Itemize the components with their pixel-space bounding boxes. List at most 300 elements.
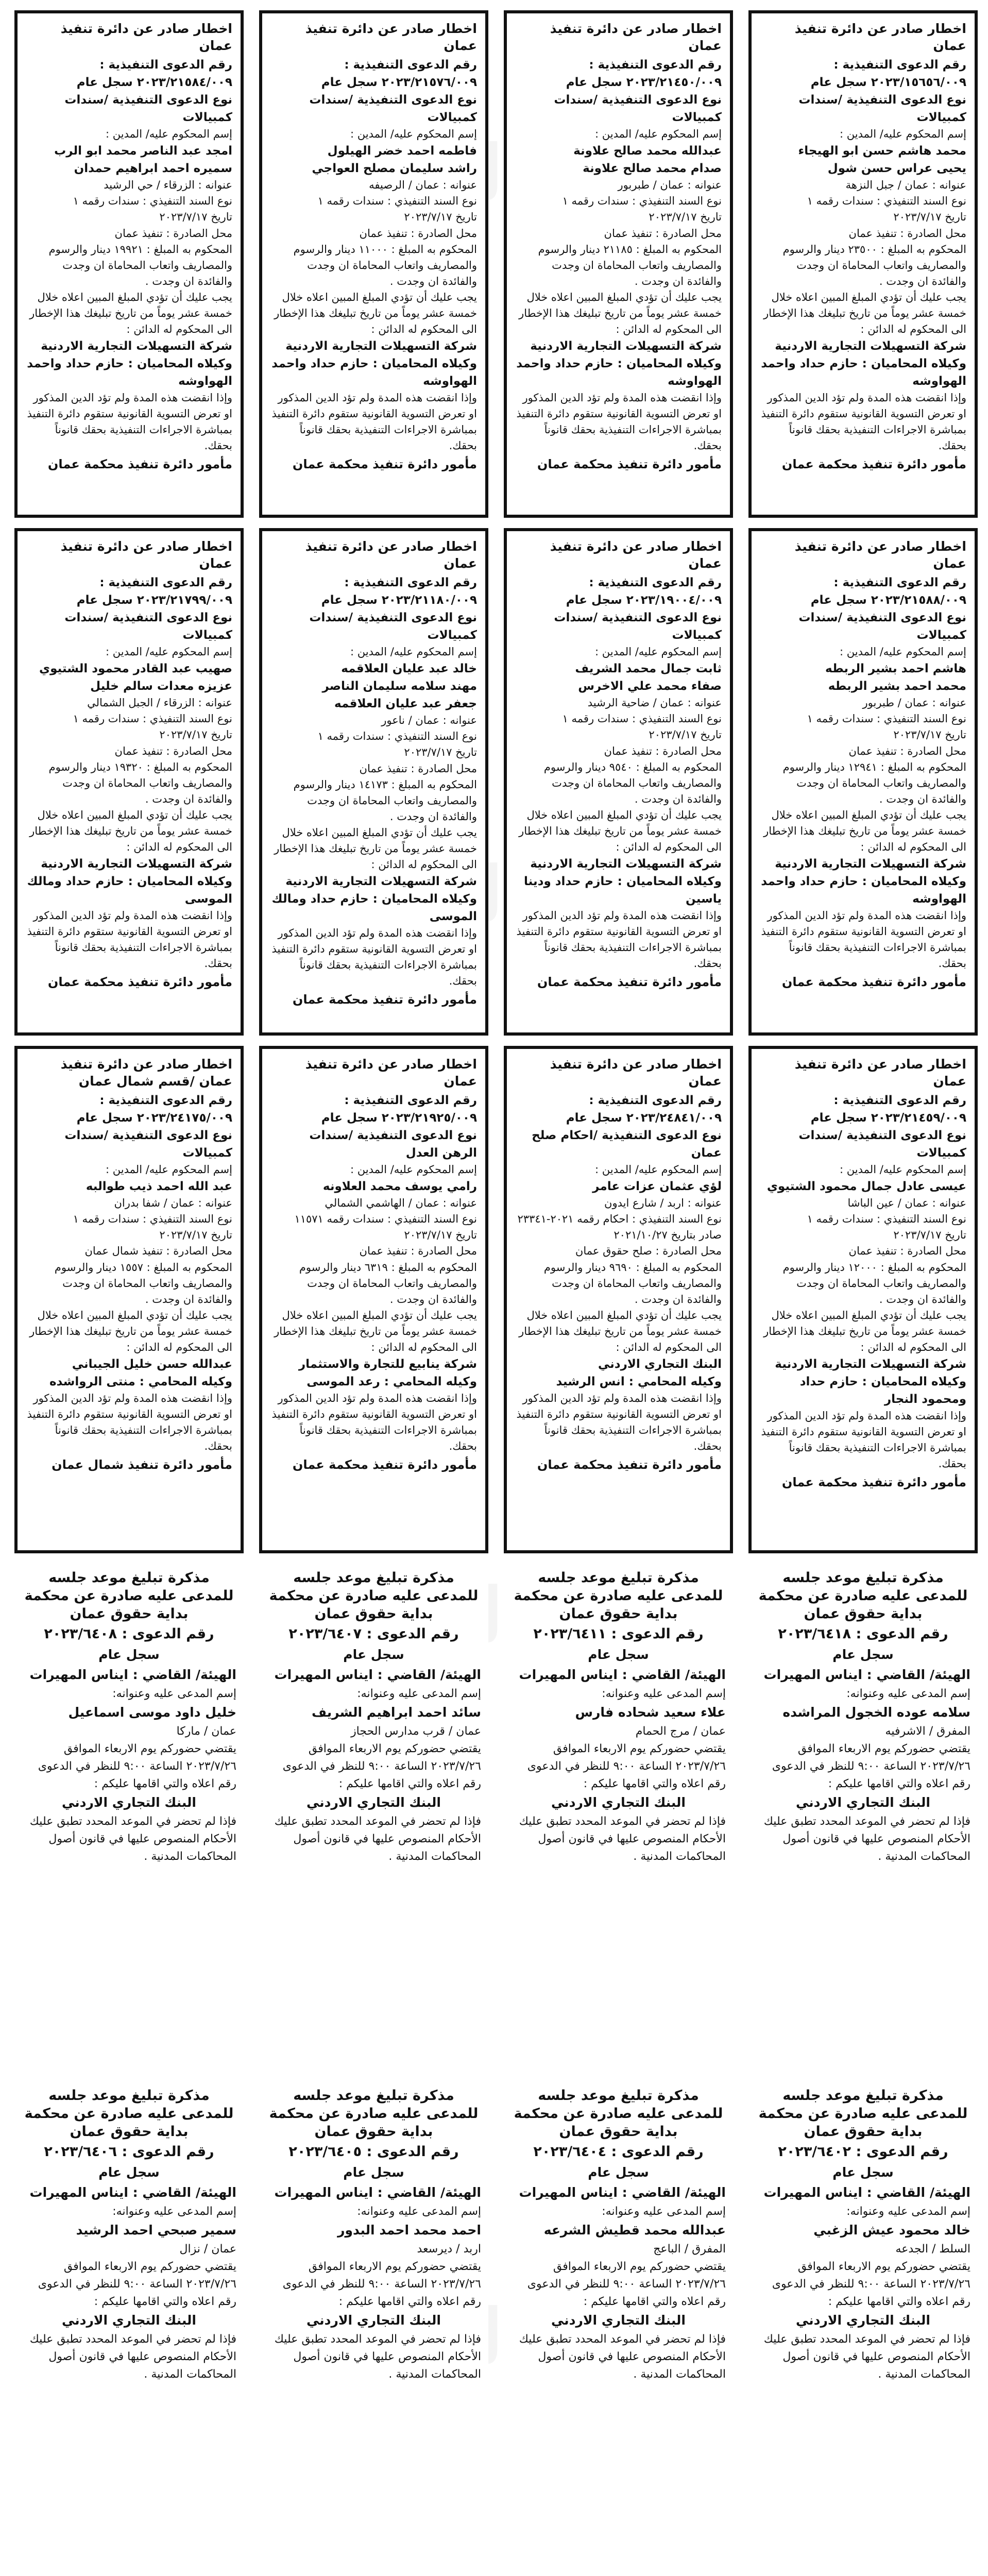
hearing-notice bbox=[748, 1564, 978, 2071]
defendant-label: إسم المدعى عليه وعنوانه: bbox=[602, 1687, 726, 1700]
instrument: نوع السند التنفيذي : سندات رقمه ١ bbox=[807, 1213, 966, 1226]
debtor-name: يحيى عراس حسن شول bbox=[827, 162, 966, 176]
debtor-name: عزيزه معدات سالم خليل bbox=[90, 680, 232, 693]
instrument: نوع السند التنفيذي : سندات رقمه ١١٥٧١ bbox=[294, 1213, 477, 1226]
signature: مأمور دائرة تنفيذ محكمة عمان bbox=[781, 975, 966, 990]
defendant-name: سائد احمد ابراهيم الشريف bbox=[311, 1704, 481, 1720]
warning: وإذا انقضت هذه المدة ولم تؤد الدين المذكور او تعرض التسوية القانونية ستقوم دائرة التنفيذ بمباشرة الاجراءات التنفيذية بحقك قانوناً بحقك. bbox=[761, 392, 966, 452]
hearing-time: يقتضي حضوركم يوم الاربعاء الموافق ٢٠٢٣/٧/٢٦ الساعة ٩:٠٠ للنظر في الدعوى bbox=[527, 1742, 726, 1773]
defendant-name: خالد محمود عيش الزغبي bbox=[813, 2222, 970, 2238]
case-type: نوع الدعوى التنفيذية /سندات كمبيالات bbox=[64, 1129, 232, 1160]
enforcement-notice bbox=[259, 528, 488, 1036]
case-label: رقم الدعوى التنفيذية : bbox=[833, 576, 966, 589]
debtor-name: لؤي عثمان عزات عامر bbox=[592, 1180, 722, 1194]
case-label: رقم الدعوى التنفيذية : bbox=[99, 1094, 232, 1107]
notice-body: يجب عليك أن تؤدي المبلغ المبين اعلاه خلال خمسة عشر يوماً من تاريخ تبليغك هذا الإخطار الى المحكوم له الدائن : bbox=[519, 808, 722, 853]
notice-body: يجب عليك أن تؤدي المبلغ المبين اعلاه خلال خمسة عشر يوماً من تاريخ تبليغك هذا الإخطار الى المحكوم له الدائن : bbox=[274, 291, 477, 335]
issue-date: تاريخ ٢٠٢٣/٧/١٧ bbox=[893, 211, 966, 224]
enforcement-notice bbox=[748, 10, 978, 518]
hearing-notice bbox=[259, 2081, 488, 2576]
address: عنوانه : عمان / ضاحية الرشيد bbox=[587, 697, 722, 709]
case-type: نوع الدعوى التنفيذية /سندات كمبيالات bbox=[64, 611, 232, 642]
plaintiff-label: رقم اعلاه والتي اقامها عليكم : bbox=[94, 1777, 236, 1790]
plaintiff: البنك التجاري الاردني bbox=[551, 1795, 686, 1810]
register: سجل عام bbox=[98, 2165, 160, 2180]
attorneys: وكيلاه المحاميان : حازم حداد واحمد الهواوشه bbox=[761, 357, 966, 388]
defendant-address: عمان / قرب مدارس الحجاز bbox=[351, 1724, 481, 1738]
warning: وإذا انقضت هذه المدة ولم تؤد الدين المذكور او تعرض التسوية القانونية ستقوم دائرة التنفيذ بمباشرة الاجراءات التنفيذية بحقك قانوناً بحقك. bbox=[27, 392, 232, 452]
panel: الهيئة/ القاضي : ايناس المهيرات bbox=[274, 1667, 481, 1683]
judgment-amount: المحكوم به المبلغ : ١٩٣٢٠ دينار والرسوم والمصاريف واتعاب المحاماة ان وجدت والفائدة ان وجدت . bbox=[48, 760, 232, 805]
signature: مأمور دائرة تنفيذ شمال عمان bbox=[52, 1458, 232, 1472]
issue-date: تاريخ ٢٠٢٣/٧/١٧ bbox=[404, 211, 477, 224]
debtor-label: إسم المحكوم عليه/ المدين : bbox=[350, 128, 477, 141]
plaintiff: البنك التجاري الاردني bbox=[306, 2313, 441, 2328]
instrument: نوع السند التنفيذي : سندات رقمه ١ bbox=[73, 1213, 232, 1226]
defendant-name: علاء سعيد شحاده فارس bbox=[575, 1704, 726, 1720]
debtor-label: إسم المحكوم عليه/ المدين : bbox=[350, 646, 477, 658]
case-label: رقم الدعوى التنفيذية : bbox=[344, 58, 477, 72]
signature: مأمور دائرة تنفيذ محكمة عمان bbox=[781, 457, 966, 472]
case-label: رقم الدعوى التنفيذية : bbox=[99, 576, 232, 589]
notice-body: يجب عليك أن تؤدي المبلغ المبين اعلاه خلال خمسة عشر يوماً من تاريخ تبليغك هذا الإخطار الى المحكوم له الدائن : bbox=[763, 808, 966, 853]
instrument: نوع السند التنفيذي : سندات رقمه ١ bbox=[317, 730, 477, 743]
notice-header: مذكرة تبليغ موعد جلسه للمدعى عليه صادرة عن محكمة بداية حقوق عمان bbox=[514, 1570, 723, 1622]
defendant-label: إسم المدعى عليه وعنوانه: bbox=[357, 2205, 481, 2218]
register: سجل عام bbox=[98, 1647, 160, 1663]
issue-date: تاريخ ٢٠٢٣/٧/١٧ bbox=[649, 211, 722, 224]
defendant-address: عمان / ماركا bbox=[176, 1724, 236, 1738]
enforcement-notice bbox=[259, 1046, 488, 1553]
case-label: رقم الدعوى التنفيذية : bbox=[833, 1094, 966, 1107]
case-number: رقم الدعوى : ٢٠٢٣/٦٤٠٨ bbox=[44, 1626, 214, 1642]
instrument: نوع السند التنفيذي : سندات رقمه ١ bbox=[807, 195, 966, 208]
hearing-notice bbox=[748, 2081, 978, 2576]
notice-header: اخطار صادر عن دائرة تنفيذ عمان bbox=[305, 21, 477, 53]
attorneys: وكيله المحامي : انس الرشيد bbox=[556, 1375, 722, 1389]
case-label: رقم الدعوى التنفيذية : bbox=[99, 58, 232, 72]
creditor: البنك التجاري الاردني bbox=[598, 1358, 722, 1371]
warning: فإذا لم تحضر في الموعد المحدد تطبق عليك الأحكام المنصوص عليها في قانون أصول المحاكمات المدنية . bbox=[519, 2332, 726, 2381]
signature: مأمور دائرة تنفيذ محكمة عمان bbox=[537, 457, 722, 472]
address: عنوانه : اربد / شارع ايدون bbox=[604, 1197, 722, 1210]
notice-header: اخطار صادر عن دائرة تنفيذ عمان bbox=[305, 1057, 477, 1089]
hearing-notice bbox=[504, 1564, 733, 2071]
attorneys: وكيلاه المحاميان : حازم حداد ودينا ياسين bbox=[523, 875, 722, 906]
judgment-amount: المحكوم به المبلغ : ٢١١٨٥ دينار والرسوم والمصاريف واتعاب المحاماة ان وجدت والفائدة ان وجدت . bbox=[538, 243, 722, 287]
attorneys: وكيلاه المحاميان : حازم حداد واحمد الهواوشه bbox=[516, 357, 722, 388]
notice-body: يجب عليك أن تؤدي المبلغ المبين اعلاه خلال خمسة عشر يوماً من تاريخ تبليغك هذا الإخطار الى المحكوم له الدائن : bbox=[519, 1309, 722, 1353]
debtor-label: إسم المحكوم عليه/ المدين : bbox=[106, 646, 232, 658]
warning: وإذا انقضت هذه المدة ولم تؤد الدين المذكور او تعرض التسوية القانونية ستقوم دائرة التنفيذ بمباشرة الاجراءات التنفيذية بحقك قانوناً بحقك. bbox=[761, 909, 966, 970]
issuing-authority: محل الصادرة : تنفيذ عمان bbox=[359, 227, 477, 240]
judgment-amount: المحكوم به المبلغ : ٩٦٩٠ دينار والرسوم والمصاريف واتعاب المحاماة ان وجدت والفائدة ان وجدت . bbox=[543, 1261, 722, 1306]
enforcement-notice bbox=[504, 1046, 733, 1553]
instrument: نوع السند التنفيذي : سندات رقمه ١ bbox=[562, 713, 722, 725]
case-type: نوع الدعوى التنفيذية /سندات كمبيالات bbox=[554, 93, 722, 125]
case-number: رقم الدعوى : ٢٠٢٣/٦٤٠٥ bbox=[288, 2144, 459, 2160]
case-type: نوع الدعوى التنفيذية /سندات الرهن العدل bbox=[309, 1129, 477, 1160]
panel: الهيئة/ القاضي : ايناس المهيرات bbox=[519, 1667, 726, 1683]
debtor-name: رامي يوسف محمد العلاونه bbox=[322, 1180, 477, 1194]
enforcement-notice bbox=[259, 10, 488, 518]
register: سجل عام bbox=[343, 1647, 404, 1663]
signature: مأمور دائرة تنفيذ محكمة عمان bbox=[292, 457, 477, 472]
enforcement-notice bbox=[14, 528, 244, 1036]
attorneys: وكيلاه المحاميان : حازم حداد واحمد الهواوشه bbox=[27, 357, 232, 388]
issuing-authority: محل الصادرة : صلح حقوق عمان bbox=[575, 1245, 722, 1258]
creditor: شركة ينابيع للتجارة والاستثمار bbox=[298, 1358, 477, 1371]
notice-body: يجب عليك أن تؤدي المبلغ المبين اعلاه خلال خمسة عشر يوماً من تاريخ تبليغك هذا الإخطار الى المحكوم له الدائن : bbox=[274, 1309, 477, 1353]
signature: مأمور دائرة تنفيذ محكمة عمان bbox=[47, 975, 232, 990]
case-number: رقم الدعوى : ٢٠٢٣/٦٤١٨ bbox=[778, 1626, 948, 1642]
enforcement-notice bbox=[504, 528, 733, 1036]
case-type: نوع الدعوى التنفيذية /سندات كمبيالات bbox=[64, 93, 232, 125]
issue-date: صادر بتاريخ ٢٠٢١/١٠/٢٧ bbox=[614, 1229, 722, 1242]
hearing-notice bbox=[14, 1564, 244, 2071]
debtor-name: جعفر عبد عليان العلاقمه bbox=[334, 697, 477, 711]
debtor-label: إسم المحكوم عليه/ المدين : bbox=[595, 646, 722, 658]
address: عنوانه : عمان / طبربور bbox=[862, 697, 966, 709]
creditor: شركة التسهيلات التجارية الاردنية bbox=[775, 857, 966, 871]
instrument: نوع السند التنفيذي : سندات رقمه ١ bbox=[562, 195, 722, 208]
case-number: رقم الدعوى : ٢٠٢٣/٦٤٠٦ bbox=[44, 2144, 214, 2160]
defendant-address: السلط / الجدعه bbox=[895, 2242, 970, 2256]
case-type: نوع الدعوى التنفيذية /سندات كمبيالات bbox=[798, 93, 966, 125]
attorneys: وكيلاه المحاميان : حازم حداد ومالك الموسى bbox=[27, 875, 232, 906]
notice-body: يجب عليك أن تؤدي المبلغ المبين اعلاه خلال خمسة عشر يوماً من تاريخ تبليغك هذا الإخطار الى المحكوم له الدائن : bbox=[763, 1309, 966, 1353]
signature: مأمور دائرة تنفيذ محكمة عمان bbox=[781, 1475, 966, 1490]
case-label: رقم الدعوى التنفيذية : bbox=[344, 1094, 477, 1107]
instrument: نوع السند التنفيذي : سندات رقمه ١ bbox=[807, 713, 966, 725]
notice-body: يجب عليك أن تؤدي المبلغ المبين اعلاه خلال خمسة عشر يوماً من تاريخ تبليغك هذا الإخطار الى المحكوم له الدائن : bbox=[29, 1309, 232, 1353]
defendant-name: احمد محمد احمد البدور bbox=[337, 2222, 481, 2238]
issuing-authority: محل الصادرة : تنفيذ عمان bbox=[604, 227, 722, 240]
judgment-amount: المحكوم به المبلغ : ١٥٥٧ دينار والرسوم والمصاريف واتعاب المحاماة ان وجدت والفائدة ان وجدت . bbox=[54, 1261, 232, 1306]
enforcement-notice bbox=[14, 10, 244, 518]
attorneys: وكيلاه المحاميان : حازم حداد ومحمود النجار bbox=[799, 1375, 966, 1406]
judgment-amount: المحكوم به المبلغ : ١٢٠٠٠ دينار والرسوم والمصاريف واتعاب المحاماة ان وجدت والفائدة ان وجدت . bbox=[782, 1261, 966, 1306]
notice-header: اخطار صادر عن دائرة تنفيذ عمان bbox=[550, 21, 722, 53]
address: عنوانه : عمان / ناعور bbox=[381, 714, 477, 727]
case-number: ٢٠٢٣/٢١٤٥٩/٠٠٩ سجل عام bbox=[810, 1111, 966, 1125]
notice-header: اخطار صادر عن دائرة تنفيذ عمان bbox=[794, 1057, 966, 1089]
debtor-label: إسم المحكوم عليه/ المدين : bbox=[106, 1163, 232, 1176]
hearing-row bbox=[10, 2081, 978, 2576]
hearing-notice bbox=[14, 2081, 244, 2576]
case-type: نوع الدعوى التنفيذية /سندات كمبيالات bbox=[798, 1129, 966, 1160]
creditor: شركة التسهيلات التجارية الاردنية bbox=[775, 1358, 966, 1371]
notice-header: مذكرة تبليغ موعد جلسه للمدعى عليه صادرة عن محكمة بداية حقوق عمان bbox=[269, 1570, 479, 1622]
hearing-time: يقتضي حضوركم يوم الاربعاء الموافق ٢٠٢٣/٧/٢٦ الساعة ٩:٠٠ للنظر في الدعوى bbox=[38, 2260, 236, 2291]
warning: فإذا لم تحضر في الموعد المحدد تطبق عليك الأحكام المنصوص عليها في قانون أصول المحاكمات المدنية . bbox=[274, 2332, 481, 2381]
hearing-notice bbox=[504, 2081, 733, 2576]
warning: فإذا لم تحضر في الموعد المحدد تطبق عليك الأحكام المنصوص عليها في قانون أصول المحاكمات المدنية . bbox=[763, 1815, 970, 1863]
warning: وإذا انقضت هذه المدة ولم تؤد الدين المذكور او تعرض التسوية القانونية ستقوم دائرة التنفيذ بمباشرة الاجراءات التنفيذية بحقك قانوناً بحقك. bbox=[27, 909, 232, 970]
judgment-amount: المحكوم به المبلغ : ٩٥٤٠ دينار والرسوم والمصاريف واتعاب المحاماة ان وجدت والفائدة ان وجدت . bbox=[543, 760, 722, 805]
hearing-row bbox=[10, 1564, 978, 2071]
notice-header: مذكرة تبليغ موعد جلسه للمدعى عليه صادرة عن محكمة بداية حقوق عمان bbox=[758, 2088, 968, 2140]
warning: فإذا لم تحضر في الموعد المحدد تطبق عليك الأحكام المنصوص عليها في قانون أصول المحاكمات المدنية . bbox=[763, 2332, 970, 2381]
issue-date: تاريخ ٢٠٢٣/٧/١٧ bbox=[404, 1229, 477, 1242]
debtor-label: إسم المحكوم عليه/ المدين : bbox=[106, 128, 232, 141]
issue-date: تاريخ ٢٠٢٣/٧/١٧ bbox=[159, 728, 232, 741]
address: عنوانه : عمان / الرصيفه bbox=[369, 179, 477, 192]
panel: الهيئة/ القاضي : ايناس المهيرات bbox=[274, 2185, 481, 2200]
hearing-time: يقتضي حضوركم يوم الاربعاء الموافق ٢٠٢٣/٧/٢٦ الساعة ٩:٠٠ للنظر في الدعوى bbox=[772, 1742, 970, 1773]
case-type: نوع الدعوى التنفيذية /سندات كمبيالات bbox=[798, 611, 966, 642]
debtor-name: سميره احمد ابراهيم حمدان bbox=[74, 162, 232, 176]
defendant-label: إسم المدعى عليه وعنوانه: bbox=[357, 1687, 481, 1700]
case-type: نوع الدعوى التنفيذية /احكام صلح عمان bbox=[532, 1129, 722, 1160]
notice-header: اخطار صادر عن دائرة تنفيذ عمان bbox=[60, 539, 232, 571]
case-type: نوع الدعوى التنفيذية /سندات كمبيالات bbox=[309, 611, 477, 642]
case-number: ٢٠٢٣/٢١٥٨٤/٠٠٩ سجل عام bbox=[76, 76, 232, 90]
plaintiff: البنك التجاري الاردني bbox=[795, 2313, 930, 2328]
debtor-name: صفاء محمد علي الاخرس bbox=[578, 680, 722, 693]
debtor-name: صهيب عبد القادر محمود الشتيوي bbox=[39, 662, 232, 676]
warning: وإذا انقضت هذه المدة ولم تؤد الدين المذكور او تعرض التسوية القانونية ستقوم دائرة التنفيذ بمباشرة الاجراءات التنفيذية بحقك قانوناً بحقك. bbox=[761, 1410, 966, 1470]
hearing-notice bbox=[259, 1564, 488, 2071]
signature: مأمور دائرة تنفيذ محكمة عمان bbox=[47, 457, 232, 472]
issuing-authority: محل الصادرة : تنفيذ عمان bbox=[114, 744, 232, 757]
judgment-amount: المحكوم به المبلغ : ١٩٩٢١ دينار والرسوم والمصاريف واتعاب المحاماة ان وجدت والفائدة ان وجدت . bbox=[48, 243, 232, 287]
warning: وإذا انقضت هذه المدة ولم تؤد الدين المذكور او تعرض التسوية القانونية ستقوم دائرة التنفيذ بمباشرة الاجراءات التنفيذية بحقك قانوناً بحقك. bbox=[516, 1392, 722, 1453]
issue-date: تاريخ ٢٠٢٣/٧/١٧ bbox=[159, 1229, 232, 1242]
case-number: رقم الدعوى : ٢٠٢٣/٦٤٠٤ bbox=[533, 2144, 704, 2160]
notice-header: اخطار صادر عن دائرة تنفيذ عمان bbox=[305, 539, 477, 571]
notice-header: مذكرة تبليغ موعد جلسه للمدعى عليه صادرة عن محكمة بداية حقوق عمان bbox=[24, 1570, 234, 1622]
plaintiff-label: رقم اعلاه والتي اقامها عليكم : bbox=[338, 1777, 481, 1790]
signature: مأمور دائرة تنفيذ محكمة عمان bbox=[537, 1458, 722, 1472]
defendant-name: سلامه عوده الخجول المراشده bbox=[782, 1704, 970, 1720]
instrument: نوع السند التنفيذي : احكام رقمه ٢٠٢١-٢٣٣٤١ bbox=[517, 1213, 722, 1226]
notice-header: مذكرة تبليغ موعد جلسه للمدعى عليه صادرة عن محكمة بداية حقوق عمان bbox=[269, 2088, 479, 2140]
warning: فإذا لم تحضر في الموعد المحدد تطبق عليك الأحكام المنصوص عليها في قانون أصول المحاكمات المدنية . bbox=[29, 1815, 236, 1863]
debtor-name: محمد هاشم حسن ابو الهيجاء bbox=[798, 144, 966, 158]
defendant-address: اربد / ديرسعد bbox=[417, 2242, 481, 2256]
issuing-authority: محل الصادرة : تنفيذ عمان bbox=[848, 1245, 966, 1258]
notice-header: اخطار صادر عن دائرة تنفيذ عمان bbox=[794, 539, 966, 571]
plaintiff-label: رقم اعلاه والتي اقامها عليكم : bbox=[828, 1777, 970, 1790]
case-type: نوع الدعوى التنفيذية /سندات كمبيالات bbox=[309, 93, 477, 125]
notice-header: اخطار صادر عن دائرة تنفيذ عمان bbox=[550, 539, 722, 571]
debtor-name: خالد عبد عليان العلاقمه bbox=[341, 662, 477, 676]
creditor: شركة التسهيلات التجارية الاردنية bbox=[775, 340, 966, 353]
debtor-name: امجد عبد الناصر محمد ابو الرب bbox=[54, 144, 232, 158]
debtor-label: إسم المحكوم عليه/ المدين : bbox=[840, 646, 966, 658]
case-number: ٢٠٢٣/٢١٥٧٦/٠٠٩ سجل عام bbox=[321, 76, 477, 90]
hearing-time: يقتضي حضوركم يوم الاربعاء الموافق ٢٠٢٣/٧/٢٦ الساعة ٩:٠٠ للنظر في الدعوى bbox=[527, 2260, 726, 2291]
debtor-name: هاشم احمد بشير الربطه bbox=[825, 662, 966, 676]
attorneys: وكيلاه المحاميان : حازم حداد ومالك الموسى bbox=[271, 892, 477, 924]
case-label: رقم الدعوى التنفيذية : bbox=[833, 58, 966, 72]
panel: الهيئة/ القاضي : ايناس المهيرات bbox=[29, 2185, 236, 2200]
case-type: نوع الدعوى التنفيذية /سندات كمبيالات bbox=[554, 611, 722, 642]
defendant-name: عبدالله محمد قطيش الشرعه bbox=[543, 2222, 726, 2238]
creditor: شركة التسهيلات التجارية الاردنية bbox=[41, 857, 232, 871]
notice-header: اخطار صادر عن دائرة تنفيذ عمان bbox=[550, 1057, 722, 1089]
address: عنوانه : الزرقاء / حي الرشيد bbox=[104, 179, 232, 192]
plaintiff-label: رقم اعلاه والتي اقامها عليكم : bbox=[583, 1777, 726, 1790]
attorneys: وكيله المحامي : منتى الرواشده bbox=[49, 1375, 232, 1389]
warning: وإذا انقضت هذه المدة ولم تؤد الدين المذكور او تعرض التسوية القانونية ستقوم دائرة التنفيذ بمباشرة الاجراءات التنفيذية بحقك قانوناً بحقك. bbox=[516, 392, 722, 452]
address: عنوانه : عمان / طبربور bbox=[618, 179, 722, 192]
notice-header: مذكرة تبليغ موعد جلسه للمدعى عليه صادرة عن محكمة بداية حقوق عمان bbox=[24, 2088, 234, 2140]
case-number: ٢٠٢٣/٢١٥٨٨/٠٠٩ سجل عام bbox=[810, 594, 966, 607]
warning: وإذا انقضت هذه المدة ولم تؤد الدين المذكور او تعرض التسوية القانونية ستقوم دائرة التنفيذ بمباشرة الاجراءات التنفيذية بحقك قانوناً بحقك. bbox=[271, 1392, 477, 1453]
case-number: ٢٠٢٣/٢١٤٥٠/٠٠٩ سجل عام bbox=[566, 76, 722, 90]
defendant-address: عمان / مرج الحمام bbox=[635, 1724, 726, 1738]
debtor-name: راشد سليمان مصلح العواجي bbox=[312, 162, 477, 176]
defendant-address: المفرق / الاشرفيه bbox=[885, 1724, 970, 1738]
plaintiff: البنك التجاري الاردني bbox=[61, 1795, 196, 1810]
hearing-time: يقتضي حضوركم يوم الاربعاء الموافق ٢٠٢٣/٧/٢٦ الساعة ٩:٠٠ للنظر في الدعوى bbox=[282, 1742, 481, 1773]
address: عنوانه : الزرقاء / الجبل الشمالي bbox=[87, 697, 232, 709]
hearing-time: يقتضي حضوركم يوم الاربعاء الموافق ٢٠٢٣/٧/٢٦ الساعة ٩:٠٠ للنظر في الدعوى bbox=[772, 2260, 970, 2291]
creditor: شركة التسهيلات التجارية الاردنية bbox=[41, 340, 232, 353]
plaintiff-label: رقم اعلاه والتي اقامها عليكم : bbox=[338, 2295, 481, 2308]
address: عنوانه : عمان / شفا بدران bbox=[114, 1197, 232, 1210]
notice-header: مذكرة تبليغ موعد جلسه للمدعى عليه صادرة عن محكمة بداية حقوق عمان bbox=[514, 2088, 723, 2140]
plaintiff: البنك التجاري الاردني bbox=[306, 1795, 441, 1810]
issuing-authority: محل الصادرة : تنفيذ عمان bbox=[114, 227, 232, 240]
defendant-label: إسم المدعى عليه وعنوانه: bbox=[846, 2205, 970, 2218]
instrument: نوع السند التنفيذي : سندات رقمه ١ bbox=[317, 195, 477, 208]
notice-body: يجب عليك أن تؤدي المبلغ المبين اعلاه خلال خمسة عشر يوماً من تاريخ تبليغك هذا الإخطار الى المحكوم له الدائن : bbox=[763, 291, 966, 335]
issuing-authority: محل الصادرة : تنفيذ شمال عمان bbox=[84, 1245, 232, 1258]
instrument: نوع السند التنفيذي : سندات رقمه ١ bbox=[73, 713, 232, 725]
debtor-label: إسم المحكوم عليه/ المدين : bbox=[840, 128, 966, 141]
defendant-address: المفرق / الباعج bbox=[653, 2242, 726, 2256]
case-number: رقم الدعوى : ٢٠٢٣/٦٤٠٢ bbox=[778, 2144, 948, 2160]
debtor-name: عبدالله محمد صالح علاونة bbox=[573, 144, 722, 158]
debtor-label: إسم المحكوم عليه/ المدين : bbox=[350, 1163, 477, 1176]
creditor: شركة التسهيلات التجارية الاردنية bbox=[530, 857, 722, 871]
address: عنوانه : عمان / جبل النزهة bbox=[845, 179, 966, 192]
issue-date: تاريخ ٢٠٢٣/٧/١٧ bbox=[649, 728, 722, 741]
judgment-amount: المحكوم به المبلغ : ١٤١٧٣ دينار والرسوم والمصاريف واتعاب المحاماة ان وجدت والفائدة ان وجدت . bbox=[293, 778, 477, 823]
plaintiff: البنك التجاري الاردني bbox=[795, 1795, 930, 1810]
notice-body: يجب عليك أن تؤدي المبلغ المبين اعلاه خلال خمسة عشر يوماً من تاريخ تبليغك هذا الإخطار الى المحكوم له الدائن : bbox=[29, 291, 232, 335]
plaintiff-label: رقم اعلاه والتي اقامها عليكم : bbox=[583, 2295, 726, 2308]
attorneys: وكيلاه المحاميان : حازم حداد واحمد الهواوشه bbox=[271, 357, 477, 388]
defendant-address: عمان / نزال bbox=[179, 2242, 236, 2256]
plaintiff-label: رقم اعلاه والتي اقامها عليكم : bbox=[94, 2295, 236, 2308]
case-label: رقم الدعوى التنفيذية : bbox=[589, 1094, 722, 1107]
notice-header: اخطار صادر عن دائرة تنفيذ عمان /قسم شمال عمان bbox=[60, 1057, 232, 1089]
judgment-amount: المحكوم به المبلغ : ٢٣٥٠٠ دينار والرسوم والمصاريف واتعاب المحاماة ان وجدت والفائدة ان وجدت . bbox=[782, 243, 966, 287]
warning: فإذا لم تحضر في الموعد المحدد تطبق عليك الأحكام المنصوص عليها في قانون أصول المحاكمات المدنية . bbox=[29, 2332, 236, 2381]
notice-header: اخطار صادر عن دائرة تنفيذ عمان bbox=[794, 21, 966, 53]
register: سجل عام bbox=[588, 2165, 649, 2180]
issuing-authority: محل الصادرة : تنفيذ عمان bbox=[848, 744, 966, 757]
case-number: ٢٠٢٣/٢١١٨٠/٠٠٩ سجل عام bbox=[321, 594, 477, 607]
warning: وإذا انقضت هذه المدة ولم تؤد الدين المذكور او تعرض التسوية القانونية ستقوم دائرة التنفيذ بمباشرة الاجراءات التنفيذية بحقك قانوناً بحقك. bbox=[27, 1392, 232, 1453]
debtor-name: صدام محمد صالح علاونة bbox=[583, 162, 722, 176]
defendant-label: إسم المدعى عليه وعنوانه: bbox=[846, 1687, 970, 1700]
warning: فإذا لم تحضر في الموعد المحدد تطبق عليك الأحكام المنصوص عليها في قانون أصول المحاكمات المدنية . bbox=[274, 1815, 481, 1863]
judgment-amount: المحكوم به المبلغ : ٦٣١٩ دينار والرسوم والمصاريف واتعاب المحاماة ان وجدت والفائدة ان وجدت . bbox=[299, 1261, 477, 1306]
attorneys: وكيله المحامي : رعد الموسى bbox=[306, 1375, 477, 1389]
issue-date: تاريخ ٢٠٢٣/٧/١٧ bbox=[404, 746, 477, 759]
register: سجل عام bbox=[343, 2165, 404, 2180]
case-number: ٢٠٢٣/٢٤١٧٥/٠٠٩ سجل عام bbox=[76, 1111, 232, 1125]
creditor: شركة التسهيلات التجارية الاردنية bbox=[285, 340, 477, 353]
debtor-label: إسم المحكوم عليه/ المدين : bbox=[840, 1163, 966, 1176]
case-number: رقم الدعوى : ٢٠٢٣/٦٤٠٧ bbox=[288, 1626, 459, 1642]
creditor: عبدالله حسن خليل الجيباني bbox=[72, 1358, 232, 1371]
panel: الهيئة/ القاضي : ايناس المهيرات bbox=[519, 2185, 726, 2200]
case-number: رقم الدعوى : ٢٠٢٣/٦٤١١ bbox=[533, 1626, 704, 1642]
case-number: ٢٠٢٣/٢١٧٩٩/٠٠٩ سجل عام bbox=[76, 594, 232, 607]
notice-body: يجب عليك أن تؤدي المبلغ المبين اعلاه خلال خمسة عشر يوماً من تاريخ تبليغك هذا الإخطار الى المحكوم له الدائن : bbox=[29, 808, 232, 853]
enforcement-notice bbox=[748, 1046, 978, 1553]
hearing-time: يقتضي حضوركم يوم الاربعاء الموافق ٢٠٢٣/٧/٢٦ الساعة ٩:٠٠ للنظر في الدعوى bbox=[38, 1742, 236, 1773]
register: سجل عام bbox=[832, 1647, 894, 1663]
panel: الهيئة/ القاضي : ايناس المهيرات bbox=[29, 1667, 236, 1683]
enforcement-notice bbox=[504, 10, 733, 518]
enforcement-notice bbox=[748, 528, 978, 1036]
signature: مأمور دائرة تنفيذ محكمة عمان bbox=[292, 1458, 477, 1472]
panel: الهيئة/ القاضي : ايناس المهيرات bbox=[763, 1667, 970, 1683]
case-label: رقم الدعوى التنفيذية : bbox=[344, 576, 477, 589]
enforcement-row bbox=[10, 10, 978, 518]
address: عنوانه : عمان / عين الباشا bbox=[847, 1197, 966, 1210]
case-number: ٢٠٢٣/١٥٦٥٦/٠٠٩ سجل عام bbox=[810, 76, 966, 90]
case-number: ٢٠٢٣/٢٤٨٤١/٠٠٩ سجل عام bbox=[566, 1111, 722, 1125]
issue-date: تاريخ ٢٠٢٣/٧/١٧ bbox=[893, 1229, 966, 1242]
attorneys: وكيلاه المحاميان : حازم حداد واحمد الهواوشه bbox=[761, 875, 966, 906]
debtor-name: فاطمه احمد خضر الهيلول bbox=[327, 144, 477, 158]
warning: وإذا انقضت هذه المدة ولم تؤد الدين المذكور او تعرض التسوية القانونية ستقوم دائرة التنفيذ بمباشرة الاجراءات التنفيذية بحقك قانوناً بحقك. bbox=[271, 392, 477, 452]
issuing-authority: محل الصادرة : تنفيذ عمان bbox=[848, 227, 966, 240]
plaintiff: البنك التجاري الاردني bbox=[551, 2313, 686, 2328]
defendant-label: إسم المدعى عليه وعنوانه: bbox=[112, 2205, 236, 2218]
notice-body: يجب عليك أن تؤدي المبلغ المبين اعلاه خلال خمسة عشر يوماً من تاريخ تبليغك هذا الإخطار الى المحكوم له الدائن : bbox=[274, 826, 477, 871]
signature: مأمور دائرة تنفيذ محكمة عمان bbox=[292, 992, 477, 1007]
defendant-name: سمير صبحي احمد الرشيد bbox=[76, 2222, 236, 2238]
plaintiff-label: رقم اعلاه والتي اقامها عليكم : bbox=[828, 2295, 970, 2308]
notice-body: يجب عليك أن تؤدي المبلغ المبين اعلاه خلال خمسة عشر يوماً من تاريخ تبليغك هذا الإخطار الى المحكوم له الدائن : bbox=[519, 291, 722, 335]
signature: مأمور دائرة تنفيذ محكمة عمان bbox=[537, 975, 722, 990]
debtor-name: عيسى عادل جمال محمود الشتيوي bbox=[766, 1180, 966, 1194]
case-number: ٢٠٢٣/١٩٠٠٤/٠٠٩ سجل عام bbox=[566, 594, 722, 607]
issuing-authority: محل الصادرة : تنفيذ عمان bbox=[359, 762, 477, 775]
instrument: نوع السند التنفيذي : سندات رقمه ١ bbox=[73, 195, 232, 208]
plaintiff: البنك التجاري الاردني bbox=[61, 2313, 196, 2328]
panel: الهيئة/ القاضي : ايناس المهيرات bbox=[763, 2185, 970, 2200]
debtor-name: عبد الله احمد ذيب طوالبه bbox=[86, 1180, 232, 1194]
warning: وإذا انقضت هذه المدة ولم تؤد الدين المذكور او تعرض التسوية القانونية ستقوم دائرة التنفيذ بمباشرة الاجراءات التنفيذية بحقك قانوناً بحقك. bbox=[271, 927, 477, 988]
enforcement-row bbox=[10, 528, 978, 1036]
register: سجل عام bbox=[588, 1647, 649, 1663]
enforcement-row bbox=[10, 1046, 978, 1553]
judgment-amount: المحكوم به المبلغ : ١٢٩٤١ دينار والرسوم والمصاريف واتعاب المحاماة ان وجدت والفائدة ان وجدت . bbox=[782, 760, 966, 805]
creditor: شركة التسهيلات التجارية الاردنية bbox=[530, 340, 722, 353]
case-number: ٢٠٢٣/٢١٩٢٥/٠٠٩ سجل عام bbox=[321, 1111, 477, 1125]
warning: فإذا لم تحضر في الموعد المحدد تطبق عليك الأحكام المنصوص عليها في قانون أصول المحاكمات المدنية . bbox=[519, 1815, 726, 1863]
issue-date: تاريخ ٢٠٢٣/٧/١٧ bbox=[159, 211, 232, 224]
debtor-name: محمد احمد بشير الربطه bbox=[828, 680, 966, 693]
issue-date: تاريخ ٢٠٢٣/٧/١٧ bbox=[893, 728, 966, 741]
debtor-name: ثابت جمال محمد الشريف bbox=[575, 662, 722, 676]
warning: وإذا انقضت هذه المدة ولم تؤد الدين المذكور او تعرض التسوية القانونية ستقوم دائرة التنفيذ بمباشرة الاجراءات التنفيذية بحقك قانوناً بحقك. bbox=[516, 909, 722, 970]
defendant-label: إسم المدعى عليه وعنوانه: bbox=[112, 1687, 236, 1700]
hearing-time: يقتضي حضوركم يوم الاربعاء الموافق ٢٠٢٣/٧/٢٦ الساعة ٩:٠٠ للنظر في الدعوى bbox=[282, 2260, 481, 2291]
defendant-label: إسم المدعى عليه وعنوانه: bbox=[602, 2205, 726, 2218]
notice-header: اخطار صادر عن دائرة تنفيذ عمان bbox=[60, 21, 232, 53]
